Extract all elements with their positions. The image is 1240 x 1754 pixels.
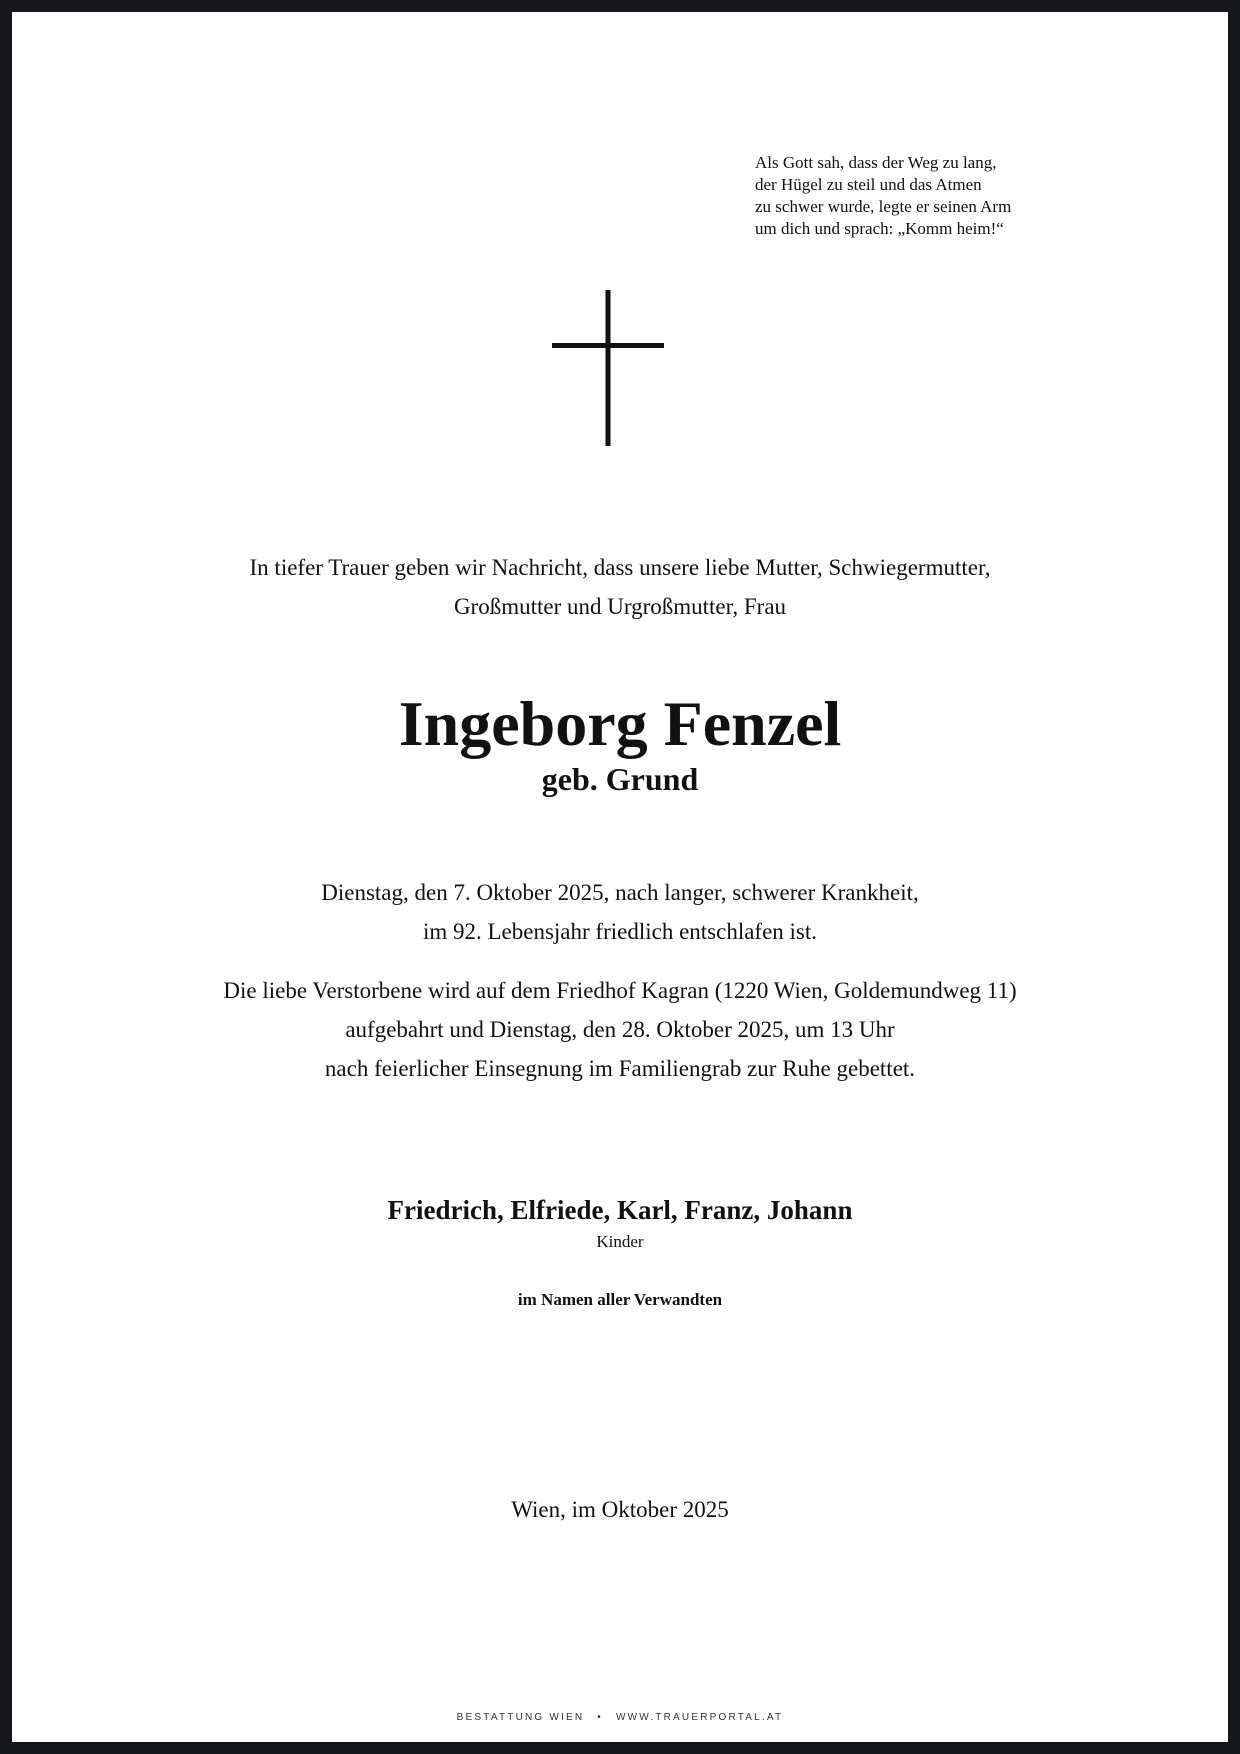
children-names: Friedrich, Elfriede, Karl, Franz, Johann bbox=[387, 1195, 853, 1225]
poem-line: zu schwer wurde, legte er seinen Arm bbox=[755, 197, 1012, 216]
children-label: Kinder bbox=[596, 1232, 644, 1251]
funeral-service-info bbox=[0, 971, 1240, 1088]
poem-line: Als Gott sah, dass der Weg zu lang, bbox=[755, 153, 997, 172]
service-line: Die liebe Verstorbene wird auf dem Friedhof Kagran (1220 Wien, Goldemundweg 11) bbox=[223, 978, 1017, 1003]
death-notice bbox=[0, 873, 1240, 951]
footer-website-link[interactable]: WWW.TRAUERPORTAL.AT bbox=[615, 1712, 784, 1723]
maiden-name: geb. Grund bbox=[541, 761, 699, 797]
service-line: aufgebahrt und Dienstag, den 28. Oktober 2025, um 13 Uhr bbox=[345, 1017, 895, 1042]
latin-cross-icon bbox=[550, 278, 666, 448]
intro-text bbox=[0, 548, 1240, 626]
death-notice-line: Dienstag, den 7. Oktober 2025, nach langer, schwerer Krankheit, bbox=[321, 880, 919, 905]
poem-line: der Hügel zu steil und das Atmen bbox=[755, 175, 982, 194]
poem-verse bbox=[755, 152, 1085, 240]
poem-line: um dich und sprach: „Komm heim!“ bbox=[755, 219, 1004, 238]
intro-line: In tiefer Trauer geben wir Nachricht, dass unsere liebe Mutter, Schwiegermutter, bbox=[249, 555, 991, 580]
deceased-name: Ingeborg Fenzel bbox=[398, 688, 842, 759]
cross-horizontal-beam bbox=[552, 343, 664, 348]
relatives-note: im Namen aller Verwandten bbox=[517, 1290, 723, 1309]
service-line: nach feierlicher Einsegnung im Familiengrab zur Ruhe gebettet. bbox=[324, 1056, 916, 1081]
place-date: Wien, im Oktober 2025 bbox=[511, 1497, 729, 1522]
death-notice-line: im 92. Lebensjahr friedlich entschlafen ist. bbox=[422, 919, 818, 944]
intro-line: Großmutter und Urgroßmutter, Frau bbox=[453, 594, 787, 619]
footer-publisher: BESTATTUNG WIEN bbox=[456, 1712, 585, 1723]
cross-vertical-beam bbox=[606, 290, 611, 446]
footer bbox=[0, 1711, 1240, 1725]
footer-separator: • bbox=[597, 1712, 603, 1723]
